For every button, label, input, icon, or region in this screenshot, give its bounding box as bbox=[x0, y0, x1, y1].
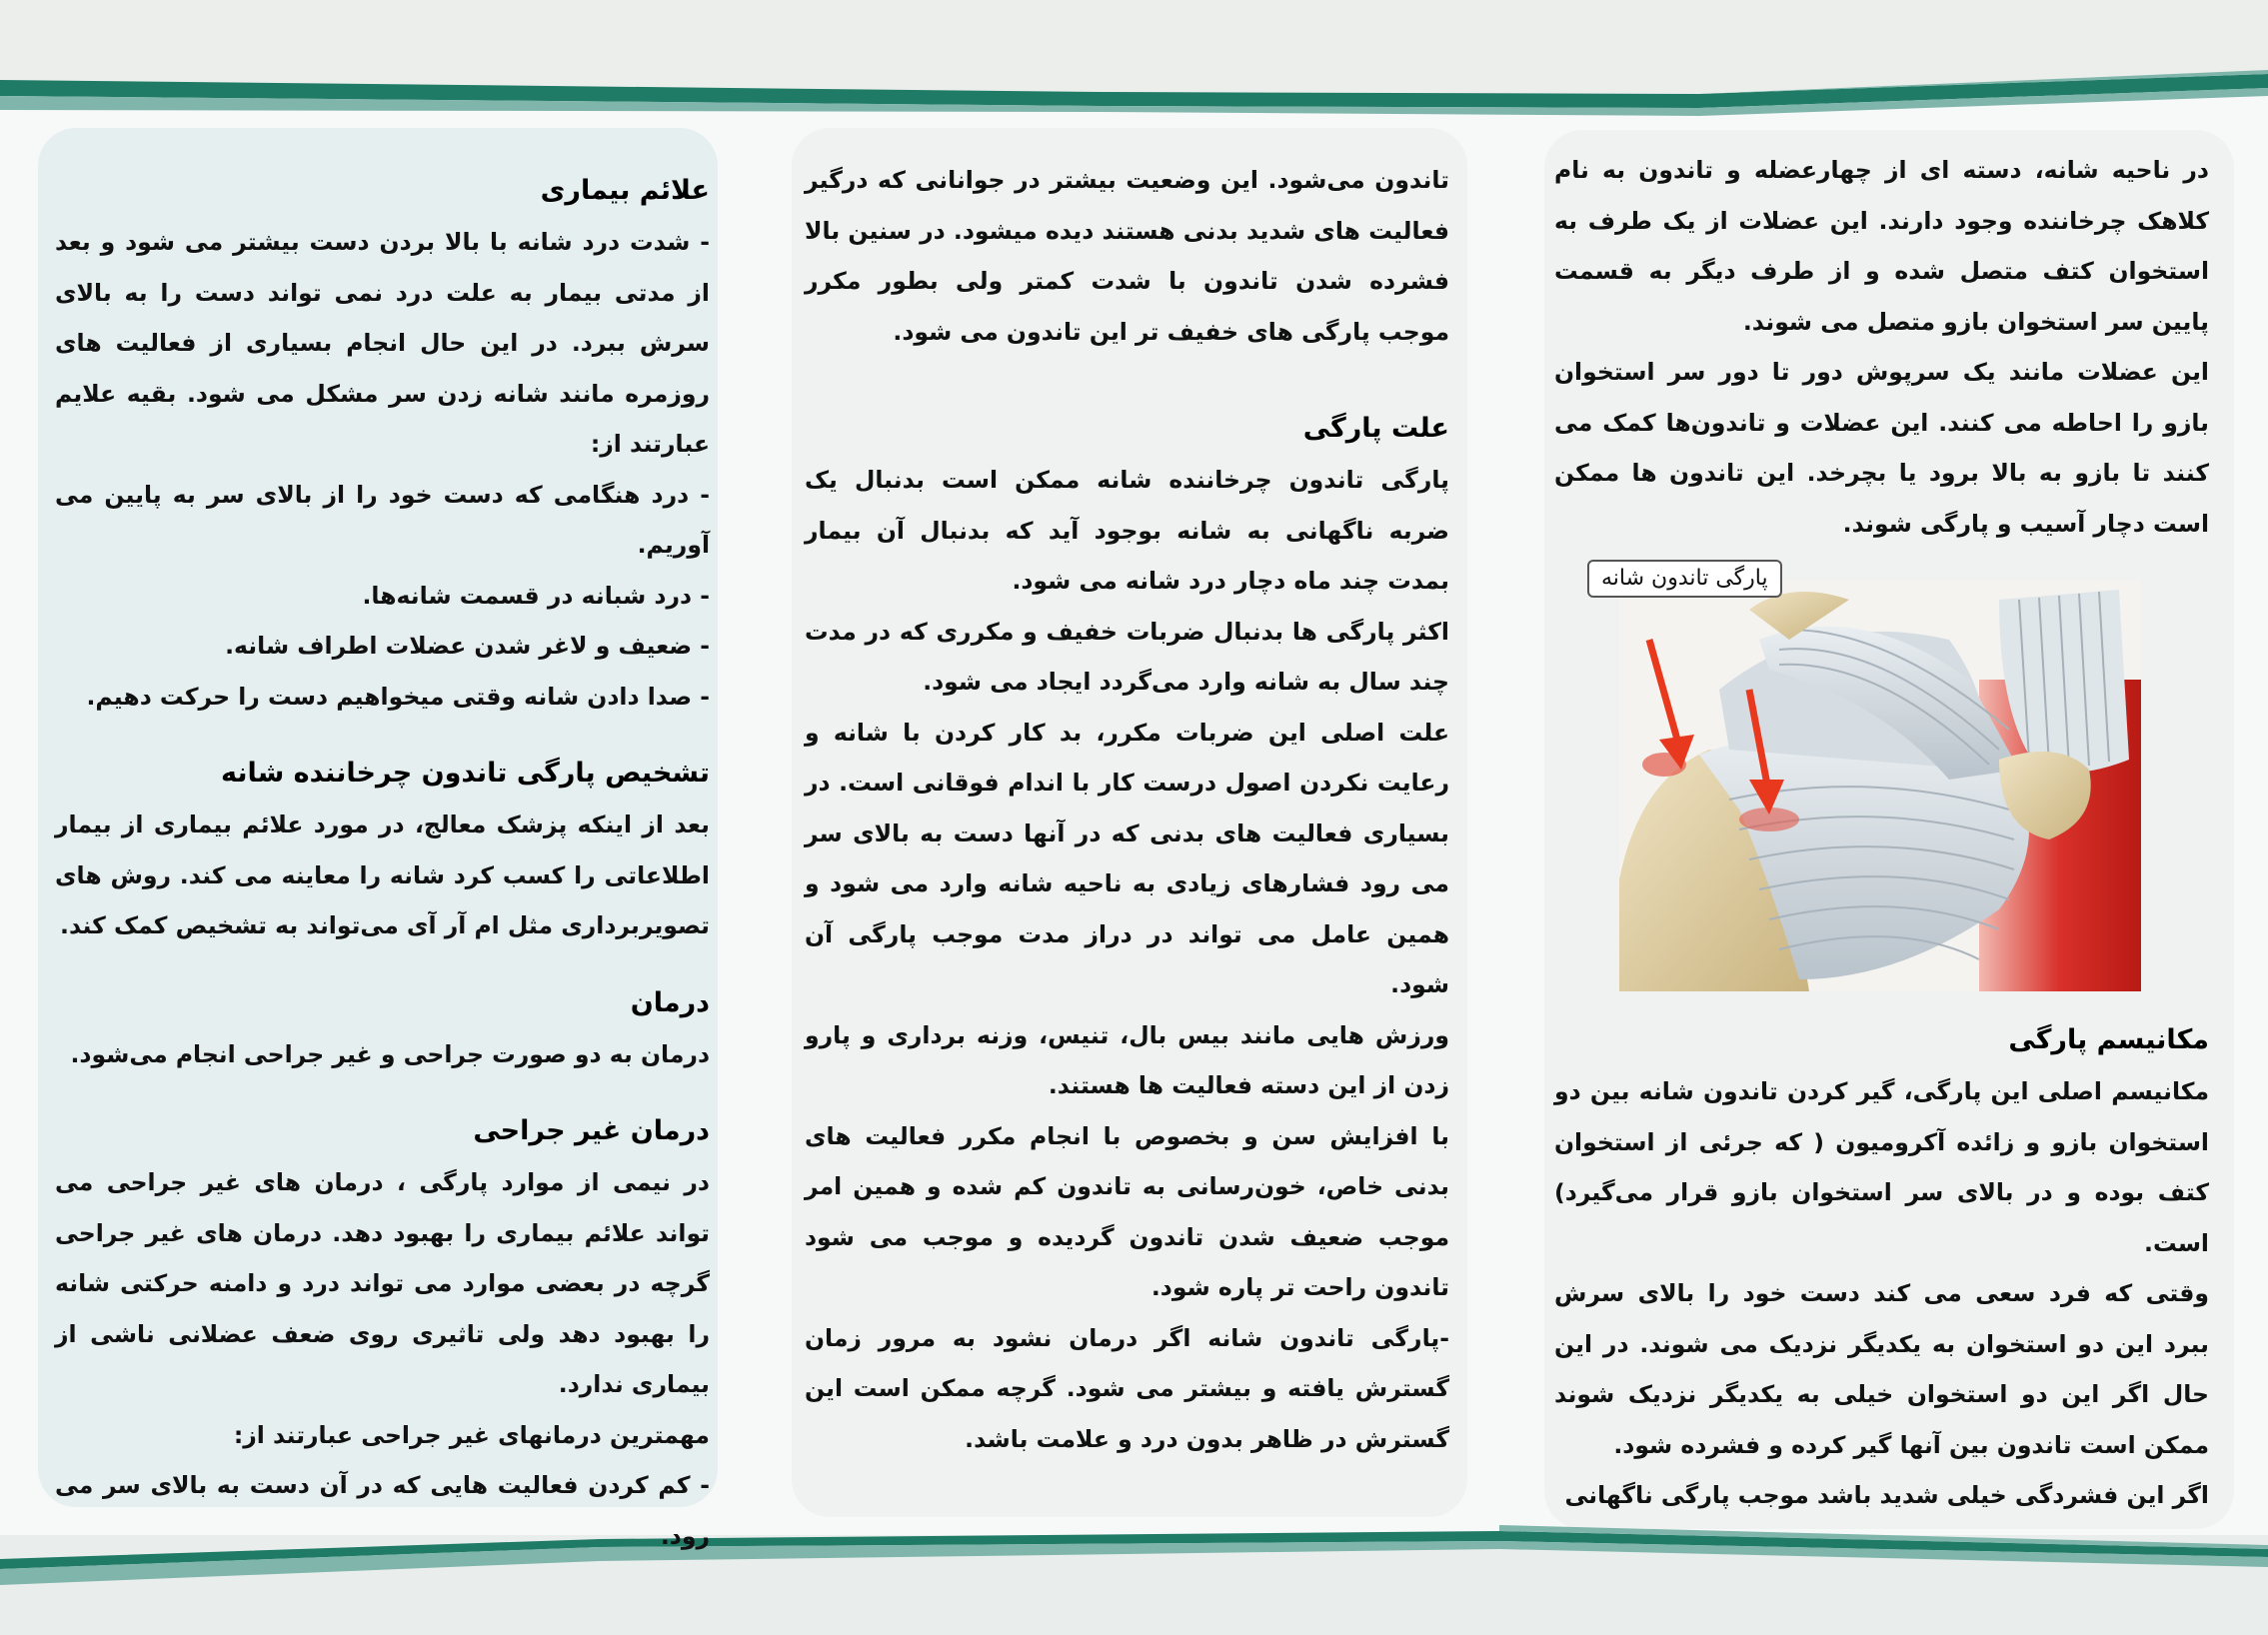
treatment-paragraph: درمان به دو صورت جراحی و غیر جراحی انجام می‌شود. bbox=[70, 1039, 710, 1068]
spacer bbox=[55, 1079, 710, 1105]
spacer bbox=[55, 951, 710, 977]
spacer bbox=[55, 722, 710, 748]
cause-paragraph: -پارگی تاندون شانه اگر درمان نشود به مرور زمان گسترش یافته و بیشتر می شود. گرچه ممکن است این گسترش در ظاهر بدون درد و علامت باشد. bbox=[805, 1323, 1449, 1453]
symptoms-intro: - شدت درد شانه با بالا بردن دست بیشتر می شود و بعد از مدتی بیمار به علت درد نمی تواند دست را به بالای سرش ببرد. در این حال انجام بسیاری از فعالیت های روزمره مانند شانه زدن سر مشکل می شود. بقیه علایم عبارتند از: bbox=[55, 228, 710, 458]
mechanism-heading: مکانیسم پارگی bbox=[2008, 1024, 2209, 1055]
nonsurgical-paragraph: مهمترین درمانهای غیر جراحی عبارتند از: bbox=[233, 1420, 710, 1449]
intro-paragraph: این عضلات مانند یک سرپوش دور تا دور سر استخوان بازو را احاطه می کنند. این عضلات و تاندون‌ها کمک می کنند تا بازو به بالا برود یا بچرخد. این تاندون ها ممکن است دچار آسیب و پارگی شوند. bbox=[1554, 358, 2209, 538]
symptom-item: - درد شبانه در قسمت شانه‌ها. bbox=[362, 581, 710, 610]
diagnosis-paragraph: بعد از اینکه پزشک معالج، در مورد علائم بیماری از بیمار اطلاعاتی را کسب کرد شانه را معاینه می کند. روش های تصویربرداری مثل ام آر آی می‌تواند به تشخیص کمک کند. bbox=[55, 811, 710, 939]
top-decorative-band bbox=[0, 70, 2268, 130]
left-column bbox=[55, 165, 710, 1561]
nonsurgical-item: - کم کردن فعالیت هایی که در آن دست به بالای سر می رود. bbox=[55, 1471, 710, 1550]
figure-caption-label: پارگی تاندون شانه bbox=[1587, 560, 1782, 598]
symptoms-heading: علائم بیماری bbox=[540, 175, 710, 206]
diagnosis-heading: تشخیص پارگی تاندون چرخاننده شانه bbox=[221, 758, 710, 789]
mechanism-paragraph: مکانیسم اصلی این پارگی، گیر کردن تاندون شانه بین دو استخوان بازو و زائده آکرومیون ( که جرئی از استخوان کتف بوده و در بالای سر استخوان بازو قرار می‌گیرد) است. bbox=[1554, 1077, 2209, 1257]
cause-paragraph: ورزش هایی مانند بیس بال، تنیس، وزنه برداری و پارو زدن از این دسته فعالیت ها هستند. bbox=[805, 1020, 1449, 1099]
continuation-paragraph: تاندون می‌شود. این وضعیت بیشتر در جوانانی که درگیر فعالیت های شدید بدنی هستند دیده میشود. در سنین بالا فشرده شدن تاندون با شدت کمتر ولی بطور مکرر موجب پارگی های خفیف تر این تاندون می شود. bbox=[805, 166, 1449, 346]
mechanism-paragraph: وقتی که فرد سعی می کند دست خود را بالای سرش ببرد این دو استخوان به یکدیگر نزدیک می شوند. در این حال اگر این دو استخوان خیلی به یکدیگر نزدیک شوند ممکن است تاندون بین آنها گیر کرده و فشرده شود. bbox=[1554, 1279, 2209, 1459]
right-column-intro bbox=[1554, 145, 2209, 549]
symptom-item: - صدا دادن شانه وقتی میخواهیم دست را حرکت دهیم. bbox=[86, 682, 710, 711]
cause-paragraph: اکثر پارگی ها بدنبال ضربات خفیف و مکرری که در مدت چند سال به شانه وارد می‌گردد ایجاد می شود. bbox=[805, 617, 1449, 696]
intro-paragraph: در ناحیه شانه، دسته ای از چهارعضله و تاندون به نام کلاهک چرخاننده وجود دارند. این عضلات از یک طرف به استخوان کتف متصل شده و از طرف دیگر به قسمت پایین سر استخوان بازو متصل می شوند. bbox=[1554, 156, 2209, 336]
spacer bbox=[805, 357, 1449, 403]
cause-heading: علت پارگی bbox=[1302, 413, 1449, 444]
treatment-heading: درمان bbox=[630, 986, 710, 1018]
cause-paragraph: علت اصلی این ضربات مکرر، بد کار کردن با شانه و رعایت نکردن اصول درست کار با اندام فوقانی است. در بسیاری فعالیت های بدنی که در آنها دست به بالای سر می رود فشارهای زیادی به ناحیه شانه وارد می شود و همین عامل می تواند در دراز مدت موجب پارگی آن شود. bbox=[805, 718, 1449, 998]
right-column-mechanism bbox=[1554, 1014, 2209, 1521]
symptom-item: - ضعیف و لاغر شدن عضلات اطراف شانه. bbox=[225, 632, 710, 660]
middle-column bbox=[805, 155, 1449, 1464]
symptom-item: - درد هنگامی که دست خود را از بالای سر به پایین می آوریم. bbox=[55, 480, 710, 559]
mechanism-paragraph: اگر این فشردگی خیلی شدید باشد موجب پارگی ناگهانی bbox=[1564, 1481, 2209, 1509]
nonsurgical-heading: درمان غیر جراحی bbox=[473, 1115, 710, 1146]
shoulder-tear-illustration bbox=[1619, 580, 2141, 991]
cause-paragraph: با افزایش سن و بخصوص با انجام مکرر فعالیت های بدنی خاص، خون‌رسانی به تاندون کم شده و همین امر موجب ضعیف شدن تاندون گردیده و موجب می شود تاندون راحت تر پاره شود. bbox=[805, 1121, 1449, 1301]
nonsurgical-paragraph: در نیمی از موارد پارگی ، درمان های غیر جراحی می تواند علائم بیماری را بهبود دهد. درمان های غیر جراحی گرچه در بعضی موارد می تواند درد و دامنه حرکتی شانه را بهبود دهد ولی تاثیری روی ضعف عضلانی ناشی از بیماری ندارد. bbox=[55, 1168, 710, 1398]
cause-paragraph: پارگی تاندون چرخاننده شانه ممکن است بدنبال یک ضربه ناگهانی به شانه بوجود آید که بدنبال آن بیمار بمدت چند ماه دچار درد شانه می شود. bbox=[805, 466, 1449, 595]
